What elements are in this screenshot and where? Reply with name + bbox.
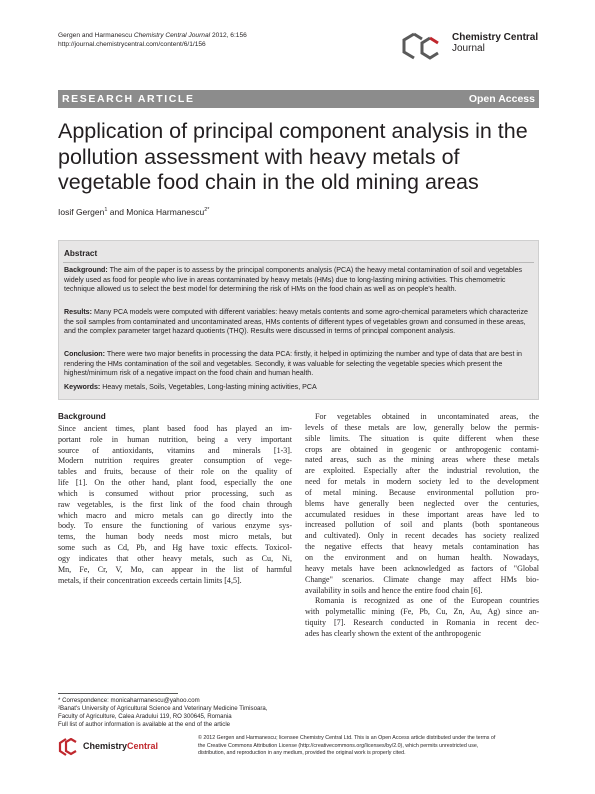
abstract-box bbox=[58, 240, 539, 400]
body-text-line: Change" scenarios. Climate change may affect HMs bio- bbox=[305, 574, 539, 584]
body-text-line: For vegetables obtained in uncontaminated areas, the bbox=[315, 412, 539, 421]
body-text-line: need for metals in modern society led to the development bbox=[305, 477, 539, 487]
research-article-label: RESEARCH ARTICLE bbox=[62, 93, 195, 105]
body-text-line: which is consumed without prior processing, such as bbox=[58, 488, 292, 498]
author-1[interactable]: Iosif Gergen bbox=[58, 207, 105, 217]
header-authors: Gergen and Harmanescu bbox=[58, 32, 134, 39]
footnotes bbox=[58, 697, 267, 729]
abstract-results: Results: Many PCA models were computed with different variables: heavy metals contents and some agro-chemical parameters which characterize the soil samples from contaminated and uncontaminated areas, HMs contents of different types of vegetables grown and consumed in these areas, and the complex parameter target hazard quotients (THQ). Results were discussed in terms of principal component analysis. bbox=[64, 308, 528, 336]
body-text-line: source of antioxidants, vitamins and minerals [1-3]. bbox=[58, 445, 292, 455]
body-text-line: which macro and micro metals can go directly into the bbox=[58, 510, 292, 520]
footer-brand: ChemistryCentral bbox=[83, 741, 159, 751]
chemistry-central-footer-icon bbox=[58, 738, 80, 756]
body-text-line: crops are obtained in geogenic or anthropogenic contami- bbox=[305, 444, 539, 454]
body-text-line: accumulated residues in these important areas have led to bbox=[305, 509, 539, 519]
body-text-line: life [1]. On the other hand, plant food, especially the one bbox=[58, 478, 292, 488]
body-text-line: tiquity [7]. Research conducted in Romania in recent dec- bbox=[305, 618, 539, 628]
body-text-line: the negative effects that heavy metals contamination has bbox=[305, 542, 539, 552]
body-text-line: tables and fruits, because of their role on the quality of bbox=[58, 467, 292, 477]
footnote-line: ²Banat's University of Agricultural Science and Veterinary Medicine Timisoara, bbox=[58, 705, 268, 713]
chemistry-central-logo-icon bbox=[400, 32, 448, 62]
author-2-affil: 2* bbox=[204, 207, 210, 214]
footnote-rule bbox=[58, 693, 178, 694]
license-line: © 2012 Gergen and Harmanescu; licensee Chemistry Central Ltd. This is an Open Access article distributed under the terms of bbox=[198, 735, 496, 741]
body-text-line: availability in soils and hence the entire food chain [6]. bbox=[305, 585, 483, 595]
article-title: Application of principal component analysis in the pollution assessment with heavy metals of vegetable food chain in the old mining areas bbox=[58, 119, 528, 194]
abstract-divider bbox=[63, 262, 534, 263]
footnote-line: Faculty of Agriculture, Calea Aradului 119, RO 300645, Romania bbox=[58, 713, 232, 721]
header-journal: Chemistry Central Journal bbox=[133, 32, 211, 39]
header-url[interactable]: http://journal.chemistrycentral.com/content/6/1/156 bbox=[58, 41, 206, 49]
page-footer bbox=[58, 735, 539, 761]
abstract-keywords: Keywords: Heavy metals, Soils, Vegetables, Long-lasting mining activities, PCA bbox=[64, 383, 317, 391]
body-text-line: Romania is recognized as one of the European countries bbox=[315, 596, 539, 606]
right-paragraph-1 bbox=[305, 412, 539, 596]
open-access-label: Open Access bbox=[468, 93, 535, 105]
author-list bbox=[58, 207, 209, 217]
section-heading-background: Background bbox=[58, 412, 106, 421]
body-text-line: and cultivated). Only in recent decades has society realized bbox=[305, 531, 539, 541]
body-text-line: blems have generally been neglected over the centuries, bbox=[305, 498, 539, 508]
license-line: the Creative Commons Attribution License (http://creativecommons.org/licenses/by/2.0), which permits unrestricted use, bbox=[198, 742, 479, 749]
header-volume: 2012, 6:156 bbox=[210, 32, 247, 39]
body-text-line: ades has clearly shown the extent of the anthropogenic bbox=[305, 628, 482, 638]
journal-logo bbox=[400, 30, 540, 70]
logo-line1: Chemistry Central bbox=[452, 32, 539, 43]
body-text-line: levels of these metals are low, generally below the permis- bbox=[305, 422, 539, 432]
body-text-line: of metal mining. Because environmental pollution pro- bbox=[305, 487, 539, 497]
body-text-line: are exploited. Especially after the industrial revolution, the bbox=[305, 466, 539, 476]
body-right-column bbox=[305, 412, 539, 640]
abstract-conclusion: Conclusion: There were two major benefits in processing the data PCA: firstly, it helped in optimizing the number and type of data that are best in rendering the HMs contamination of the soil and vegetables. Secondly, it was valuable for selecting the vegetable species which present the highest/minimum risk of a negative impact on the food chain and human health. bbox=[64, 350, 522, 378]
abstract-heading: Abstract bbox=[64, 249, 98, 258]
body-text-line: Modern nutrition requires greater consumption of vege- bbox=[58, 456, 292, 466]
body-text-line: tems, the human body needs most micro metals, but bbox=[58, 532, 292, 542]
body-text-line: Mn, Fe, Cr, V, Mo, can appear in the list of harmful bbox=[58, 564, 292, 574]
license-line: distribution, and reproduction in any medium, provided the original work is properly cited. bbox=[198, 750, 406, 756]
footnote-line: Full list of author information is available at the end of the article bbox=[58, 721, 231, 729]
body-text-line: portant role in human nutrition, being a very important bbox=[58, 434, 292, 444]
logo-line2: Journal bbox=[452, 43, 485, 54]
body-text-line: with polymetallic mining (Fe, Pb, Cu, Zn, Au, Ag) since an- bbox=[305, 607, 539, 617]
body-text-line: ogy indicates that other heavy metals, such as Cu, Ni, bbox=[58, 553, 292, 563]
footnote-line: * Correspondence: monicaharmanescu@yahoo.com bbox=[58, 697, 200, 704]
body-text-line: body. To ensure the functioning of various enzyme sys- bbox=[58, 521, 292, 531]
body-text-line: sible limits. The situation is quite different when these bbox=[305, 433, 539, 443]
article-type-bar bbox=[58, 90, 539, 108]
author-2[interactable]: and Monica Harmanescu bbox=[107, 207, 205, 217]
author-1-affil: 1 bbox=[104, 207, 108, 214]
left-paragraph bbox=[58, 424, 292, 587]
body-text-line: raw vegetables, is the first link of the food chain through bbox=[58, 499, 292, 509]
body-text-line: Since ancient times, plant based food has played an im- bbox=[58, 423, 292, 433]
body-text-line: some such as Cd, Pb, and Hg have toxic effects. Toxicol- bbox=[58, 543, 292, 553]
license-text bbox=[198, 735, 538, 758]
body-text-line: on the environment and on human health. Nowadays, bbox=[305, 552, 539, 562]
body-text-line: heavy metals have been acknowledged as factors of "Global bbox=[305, 563, 539, 573]
body-left-column bbox=[58, 412, 292, 587]
body-text-line: increased pollution of soil and plants (both spontaneous bbox=[305, 520, 539, 530]
right-paragraph-2 bbox=[305, 596, 539, 639]
abstract-background: Background: The aim of the paper is to assess by the principal components analysis (PCA) the heavy metal contamination of soil and vegetables widely used as food for people who live in areas contaminated by heavy metals (HMs) due to long-lasting mining activities. This chemometric technique allowed us to select the best model for determining the risk of HMs on the food chain as well as on people's health. bbox=[64, 266, 523, 294]
running-header bbox=[58, 31, 247, 50]
body-text-line: metals, if their concentration exceeds certain limits [4,5]. bbox=[58, 575, 242, 585]
body-text-line: nated areas, such as the mining areas where these metals bbox=[305, 455, 539, 465]
